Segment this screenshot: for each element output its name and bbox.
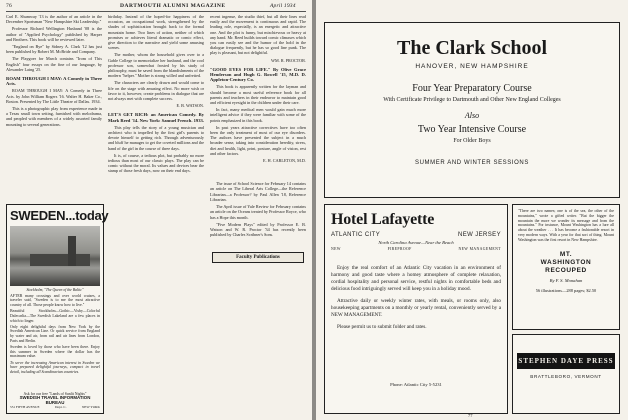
hotel-phone: Phone: Atlantic City 5-5231 bbox=[390, 382, 442, 387]
column-2 bbox=[108, 14, 204, 414]
bureau-name: SWEDISH TRAVEL INFORMATION BUREAU bbox=[19, 395, 91, 405]
hotel-features bbox=[331, 247, 501, 251]
reviewer-signature: E. H. CARLETON, M.D. bbox=[263, 158, 306, 164]
bureau-address bbox=[10, 405, 100, 410]
ad-paragraph: Enjoy the real comfort of an Atlantic City vacation in an environment of harmony and good taste where a homey atmosphere of complete relaxation, cordial hospitality and personal service, restful nights in comfortable beds and delicious food intriguingly served will keep you in a holiday mood. bbox=[331, 265, 501, 292]
column-3 bbox=[210, 14, 306, 414]
review-heading: ROAM THROUGH I MAY: A Comedy in Three Acts. bbox=[6, 76, 102, 87]
paragraph: It is, of course, a tedious plot, but probably no more tedious than most of our classic plays. The play can be comic without the moral. Its values and devices bear the stamp of those fresh days, now on their end days. bbox=[108, 152, 204, 174]
paragraph: In fact, many medical men would gain much more intelligent advice if they were familiar with some of the points emphasized in this book. bbox=[210, 107, 306, 123]
reviewer-signature: WM. R. PROCTOR. bbox=[271, 57, 306, 63]
paragraph: "Five Modern Plays" edited by Professor E. B. Watson and W. R. Proctor '34 has recently been published by Charles Scribner's Sons. bbox=[210, 221, 306, 238]
hotel-tagline: North Carolina Avenue—Near the Beach bbox=[378, 240, 454, 245]
book-price: 56 illustrations—288 pages; $2.50 bbox=[535, 287, 597, 293]
photo-caption: Stockholm, "The Queen of the Baltic" bbox=[26, 287, 84, 292]
running-head: DARTMOUTH ALUMNI MAGAZINE bbox=[120, 3, 226, 9]
paragraph: Carl E. Shumway '13 is the author of an article in the December Sportsman "New Hampshire Ski Leadership." bbox=[6, 14, 102, 25]
hotel-body bbox=[331, 265, 501, 331]
paragraph: The issue of School Science for February 14 contains an article on The Liberal Arts College—the Reference Librarian—a Professor? by Paul Allen '18, Reference Librarian. bbox=[210, 181, 306, 202]
paragraph: In past years attractive correctives have too often been the only treatment of most of our eye disorders. The authors have presented the subject in a much broader sense, taking into consideration heredity, stress, diet and health, light, print, posture, angle of vision, rest and other factors. bbox=[210, 124, 306, 156]
book-title bbox=[518, 251, 614, 275]
school-name: The Clark School bbox=[396, 37, 548, 59]
also-label: Also bbox=[464, 111, 480, 120]
course-subtitle: With Certificate Privilege to Dartmouth and Other New England Colleges bbox=[383, 97, 561, 103]
ad-paragraph: Beautiful Stockholm—Gothic—Visby—Colorful Dalecarlia—The Swedish Lakeland are a few places in which to linger. bbox=[10, 309, 100, 323]
ad-paragraph: To serve the increasing American interest in Sweden we have prepared delightful journeys, compact in travel detail, including all Scandinavian countries. bbox=[10, 360, 100, 375]
ad-paragraph: Attractive daily or weekly winter rates, with meals, or rooms only, also housekeeping apartments on a monthly or yearly rental, conveniently served by a NEW MANAGEMENT. bbox=[331, 298, 501, 318]
hotel-location bbox=[331, 232, 501, 238]
ad-body bbox=[10, 294, 100, 375]
building-silhouette bbox=[30, 254, 90, 266]
sessions-label: SUMMER AND WINTER SESSIONS bbox=[415, 160, 529, 166]
school-location: HANOVER, NEW HAMPSHIRE bbox=[415, 63, 529, 70]
paragraph: The April issue of Yale Review for February contains an article on the Oceans treated by Professor Royce, who has a Hope this month. bbox=[210, 204, 306, 220]
right-page bbox=[316, 0, 628, 420]
title-line: WASHINGTON bbox=[540, 258, 592, 266]
paragraph: ROAM THROUGH I MAY: A Comedy in Three Acts. by John William Rogers '16. Walter H. Baker Co., Boston. Presented by The Little Theatre of Dallas. 1934. bbox=[6, 88, 102, 104]
page-number: 76 bbox=[6, 3, 12, 9]
clark-school-ad[interactable] bbox=[324, 22, 620, 198]
paragraph: birthday. Instead of the hoped-for happiness of the occasion, an occupational work, strengthened by the shades of sophistication brought back to the formal mountain home. Two lines of action, neither of which promises or achieves literal dramatic or comic effect, give direction to the narrative and yield some amusing scenes. bbox=[108, 14, 204, 51]
paragraph: The Playgoer for March contains "Irom of This English" four essays on the fine of our language, by Alexander Laing '25. bbox=[6, 56, 102, 72]
ad-footer bbox=[10, 392, 100, 410]
hotel-lafayette-ad[interactable] bbox=[324, 204, 508, 414]
paragraph: recent ingenue, the studio thief, but all their lines read easily and the movement is continuous and rapid. The leading role, especially, is an energetic and attractive one. And the plot is funny, but mischievous or heavy at any hand. Mr. Reed builds toward comic climaxes which you can easily see and the humor of the hold in the dialogue frequently, but he has so good line punk. The play is pleasant, but not delightful. bbox=[210, 14, 306, 56]
tower-silhouette bbox=[68, 236, 76, 266]
mt-washington-book-ad[interactable] bbox=[512, 204, 620, 330]
paragraph: The characters are clearly drawn and would come to life on the stage with amusing effect. No more wish or favor to it, however, create problems in dialogue that are not always met with complete success. bbox=[108, 80, 204, 102]
course-title: Four Year Preparatory Course bbox=[412, 83, 532, 94]
stephen-daye-press-ad[interactable] bbox=[512, 334, 620, 414]
brochure-offer: Ask for our free "Lands of Sunlit Nights" bbox=[23, 391, 87, 396]
spacer bbox=[210, 167, 306, 181]
reviewer-signature: E. B. WATSON. bbox=[176, 103, 204, 109]
paragraph: This is a photographic play from experience made in a Texas small town setting, furnished with melodrama, and peopled with members of a widely assorted family mounting to several generations. bbox=[6, 106, 102, 127]
feature-management: NEW MANAGEMENT bbox=[458, 247, 501, 251]
feature-fireproof: FIREPROOF bbox=[387, 247, 412, 251]
review-heading: "GOOD EYES FOR LIFE." By Olive Grace Henderson and Hugh G. Rowell '15, M.D. D. Appleton-Century Co. bbox=[210, 66, 306, 83]
course-title: Two Year Intensive Course bbox=[417, 124, 527, 135]
book-quote: "There are two names; one is of the sea, the other of the mountains," wrote a gifted writer. "But the bigger the mountain the more we wonder its message and from the mountains." For instance, Mount Washington has a lure all about the weather . . . It has become a fashionable resort in very modern ways. With a year for that sort of thing. Mount Washington was the first resort in New Hampshire. bbox=[518, 209, 614, 242]
paragraph: The mother, whom the household gives over to a Gable College to memorialize her husband, and the cool professor son, somewhat frosted by his study of philosophy, must be saved from the blandishments of the modern "helper." Mother is strong willed and unfretted. bbox=[108, 52, 204, 79]
page-number: 77 bbox=[468, 413, 473, 418]
faculty-publications-box: Faculty Publications bbox=[212, 252, 304, 263]
feature-new: NEW bbox=[331, 247, 341, 251]
header-rule bbox=[6, 11, 306, 12]
press-location: BRATTLEBORO, VERMONT bbox=[530, 374, 602, 379]
stockholm-photo bbox=[10, 226, 100, 286]
address-street: 551 FIFTH AVENUE bbox=[10, 405, 40, 410]
review-heading: LET'S GET RICH: an American Comedy. By Mark Reed '14. New York: Samuel French. 1933. bbox=[108, 112, 204, 123]
paragraph: Professor Richard Wellington Husband '08 is the author of "Applied Psychology" published by Harper and Brothers. This book will be reviewed later. bbox=[6, 26, 102, 42]
paragraph: This book is apparently written for the layman and should become a most useful reference book for all parents and teachers in their endeavor to maintain good and efficient eyesight in the children under their care. bbox=[210, 84, 306, 106]
title-line: RECOUPED bbox=[545, 266, 587, 274]
address-dept: Dept. C. bbox=[55, 405, 67, 410]
title-line: MT. bbox=[559, 250, 573, 258]
course-subtitle: For Older Boys bbox=[453, 138, 491, 144]
hotel-name: Hotel Lafayette bbox=[331, 211, 435, 228]
left-page bbox=[0, 0, 312, 420]
ad-paragraph: Only eight delightful days from New York by the Swedish American Line. Or quick service from England by water and air, from rail and air lines from London, Paris and Berlin. bbox=[10, 324, 100, 343]
press-name: STEPHEN DAYE PRESS bbox=[517, 353, 615, 369]
issue-date: April 1934 bbox=[270, 3, 296, 9]
ad-paragraph: Sweden is loved by those who have been there. Enjoy this summer in Sweden where the dollar has the maximum value. bbox=[10, 345, 100, 359]
ad-title: SWEDEN...today bbox=[10, 208, 109, 223]
address-city: NEW YORK bbox=[81, 405, 100, 410]
sweden-travel-ad[interactable] bbox=[6, 204, 109, 414]
hotel-state: NEW JERSEY bbox=[457, 232, 501, 238]
ad-paragraph: AFTER many crossings and over world cruises, a traveler said, "Sweden is to me the most attractive country of all. Those people know how to live." bbox=[10, 293, 100, 307]
hotel-city: ATLANTIC CITY bbox=[331, 232, 381, 238]
ad-paragraph: Please permit us to submit folder and rates. bbox=[337, 324, 427, 330]
book-author: By F. S. Monahan bbox=[549, 277, 583, 283]
paragraph: This play tells the story of a young musician and architect who is impelled by the first girl's parents to devote himself to getting rich. Through adventurously and bluff he manages to get the coveted millions and the hand of the girl in the course of three days. bbox=[108, 124, 204, 151]
paragraph: "England on Bye" by Sidney A. Clark '12 has just been published by Robert M. McBride and Company. bbox=[6, 44, 102, 55]
